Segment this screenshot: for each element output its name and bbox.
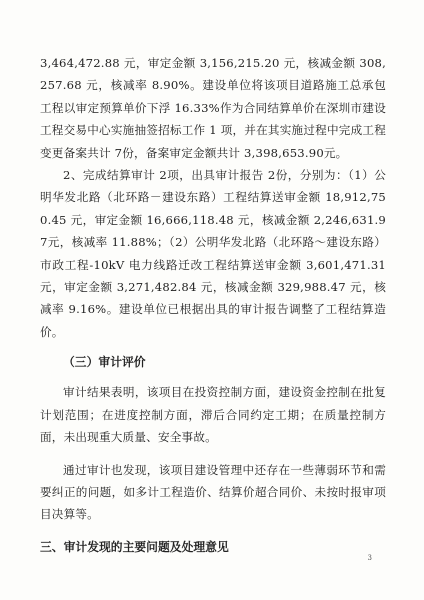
paragraph-audit-summary-continued: 3,464,472.88 元，审定金额 3,156,215.20 元，核减金额 308,257.68 元，核减率 8.90%。建设单位将该项目道路施工总承包工程以审定预算单价下浮 16.33%作为合同结算单价在深圳市建设工程交易中心实施抽签招标工作 1 项，并在其实施过程中完成工程变更备案共计 7份，备案审定金额共计 3,398,653.90元。 xyxy=(40,56,386,160)
paragraph-settlement-audit: 2、完成结算审计 2项，出具审计报告 2份，分别为：（1）公明华发北路（北环路－建设东路）工程结算送审金额 18,912,750.45 元，审定金额 16,666,118.48 元，核减金额 2,246,631.97元，核减率 11.88%；（2）公明华发北路（北环路～建设东路）市政工程-10kV 电力线路迁改工程结算送审金额 3,601,471.31 元，审定金额 3,271,482.84 元，核减金额 329,988.47 元，核减率 9.16%。建设单位已根据出具的审计报告调整了工程结算造价。 xyxy=(40,168,386,339)
paragraph-audit-findings: 通过审计也发现，该项目建设管理中还存在一些薄弱环节和需要纠正的问题，如多计工程造价、结算价超合同价、未按时报审项目决算等。 xyxy=(40,462,386,522)
paragraph-audit-results: 审计结果表明，该项目在投资控制方面，建设资金控制在批复计划范围；在进度控制方面，滞后合同约定工期；在质量控制方面，未出现重大质量、安全事故。 xyxy=(40,385,386,445)
heading-audit-evaluation: （三）审计评价 xyxy=(63,355,146,370)
heading-section-three: 三、审计发现的主要问题及处理意见 xyxy=(40,539,229,554)
document-body xyxy=(40,52,386,558)
page-number: 3 xyxy=(367,554,372,562)
